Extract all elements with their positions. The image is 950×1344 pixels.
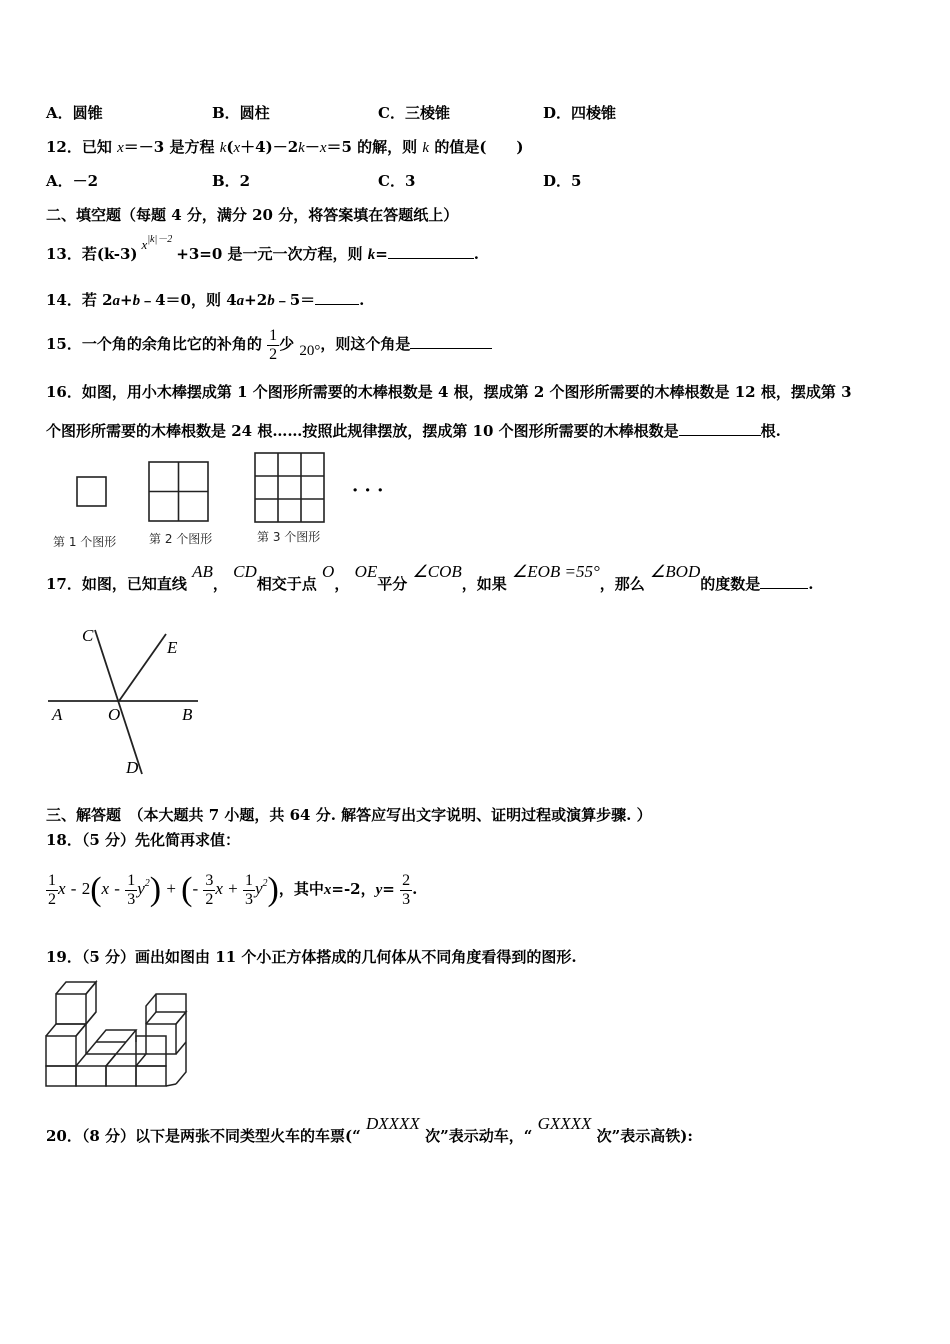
figure-3-grid [254, 452, 326, 524]
q17-lines-figure [44, 624, 214, 780]
question-14: 14．若 2a+b﹣4＝0，则 4a+2b﹣5＝ . [46, 291, 365, 309]
q11-option-a: A．圆锥 [46, 104, 103, 122]
figure-ellipsis: · · · [352, 480, 384, 501]
question-19: 19．（5 分）画出如图由 11 个小正方体搭成的几何体从不同角度看得到的图形. [46, 948, 577, 966]
question-18-expression: $\frac{1}{2}$ x - 2(x - $\frac{1}{3}$ $y^2$) + (- $\frac{3}{2}$ x + $\frac{1}{3}$ $y^2$)，其中x=-2，y= $\frac{2}{3}$ . [48, 871, 418, 908]
question-20: 20．（8 分）以下是两张不同类型火车的车票(“ DXXXX 次”表示动车，“ GXXXX 次”表示高铁): [46, 1114, 693, 1145]
figure-1-caption: 第 1 个图形 [53, 535, 117, 549]
q15-answer-blank[interactable] [410, 334, 492, 349]
figure-2-grid [148, 461, 210, 523]
question-15: 15．一个角的余角比它的补角的 $\frac{1}{2}$ 少 20°，则这个角是 [46, 322, 492, 367]
cube-stack-figure [44, 978, 194, 1090]
question-18-title: 18．（5 分）先化简再求值： [46, 831, 241, 849]
figure-1-square [76, 476, 108, 508]
label-e: E [167, 638, 178, 657]
q12-option-d: D．5 [543, 172, 582, 190]
question-16-line-1: 16．如图，用小木棒摆成第 1 个图形所需要的木棒根数是 4 根，摆成第 2 个图形所需要的木棒根数是 12 根，摆成第 3 [46, 383, 852, 401]
q15-fraction: $\frac{1}{2}$ [269, 326, 278, 363]
label-b: B [182, 705, 193, 724]
label-c: C [82, 626, 94, 645]
q16-answer-blank[interactable] [679, 421, 761, 436]
label-d: D [126, 758, 139, 777]
label-a: A [52, 705, 63, 724]
line-cd [95, 630, 142, 774]
question-17: 17．如图，已知直线 AB， CD相交于点 O， OE平分 ∠COB，如果 ∠EOB =55°，那么 ∠BOD的度数是 . [46, 562, 814, 593]
q12-option-a: A．－2 [46, 172, 99, 190]
figure-3-caption: 第 3 个图形 [257, 530, 321, 544]
q11-option-d: D．四棱锥 [543, 104, 617, 122]
q11-option-c: C．三棱锥 [378, 104, 450, 122]
section-3-heading: 三、解答题 （本大题共 7 小题，共 64 分. 解答应写出文字说明、证明过程或演算步骤. ） [46, 806, 652, 824]
q11-option-b: B．圆柱 [212, 104, 270, 122]
figure-2-caption: 第 2 个图形 [149, 532, 213, 546]
q12-option-b: B．2 [212, 172, 251, 190]
question-12: 12．已知 x＝－3 是方程 k(x＋4)－2k－x＝5 的解，则 k 的值是( ) [46, 138, 524, 156]
q17-answer-blank[interactable] [760, 574, 808, 589]
section-2-heading: 二、填空题（每题 4 分，满分 20 分，将答案填在答题纸上） [46, 206, 459, 224]
label-o: O [108, 705, 121, 724]
question-16-line-2: 个图形所需要的木棒根数是 24 根……按照此规律摆放，摆成第 10 个图形所需要的木棒根数是 根. [46, 422, 781, 440]
question-13: 13．若$(k-3)x^{|k|-2}+3=0$ 是一元一次方程，则 k= . [46, 234, 480, 263]
q14-answer-blank[interactable] [315, 290, 359, 305]
q13-answer-blank[interactable] [388, 244, 474, 259]
ray-oe [119, 634, 166, 701]
q12-option-c: C．3 [378, 172, 416, 190]
